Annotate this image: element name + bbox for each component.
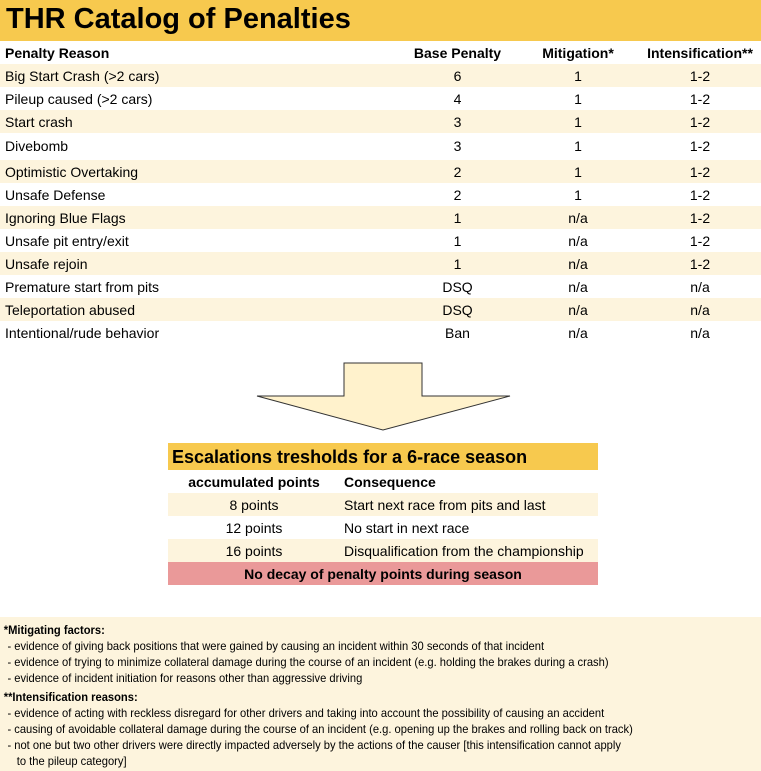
cell-intensification: 1-2 bbox=[689, 68, 711, 84]
cell-mitigation: n/a bbox=[568, 233, 588, 249]
cell-intensification: 1-2 bbox=[689, 233, 711, 249]
cell-intensification: 1-2 bbox=[689, 256, 711, 272]
cell-base: 1 bbox=[453, 233, 462, 249]
cell-reason: Ignoring Blue Flags bbox=[5, 210, 126, 226]
cell-reason: Intentional/rude behavior bbox=[5, 325, 160, 341]
table-row bbox=[0, 298, 761, 321]
table-row bbox=[0, 133, 761, 160]
table-row bbox=[0, 110, 761, 133]
mitigating-item: - evidence of giving back positions that were gained by causing an incident within 30 seconds of that incident bbox=[7, 639, 545, 653]
cell-reason: Optimistic Overtaking bbox=[5, 164, 139, 180]
cell-points: 8 points bbox=[229, 497, 279, 513]
table-row bbox=[0, 87, 761, 110]
intensification-item: - not one but two other drivers were directly impacted adversely by the actions of the causer [this intensification cannot apply bbox=[7, 738, 621, 752]
header-intensification: Intensification** bbox=[647, 45, 753, 61]
cell-reason: Unsafe pit entry/exit bbox=[5, 233, 129, 249]
cell-reason: Teleportation abused bbox=[5, 302, 135, 318]
page-title: THR Catalog of Penalties bbox=[6, 3, 351, 35]
mitigating-factors-heading: *Mitigating factors: bbox=[3, 623, 105, 637]
header-consequence: Consequence bbox=[344, 474, 436, 490]
table-row bbox=[0, 321, 761, 344]
cell-intensification: 1-2 bbox=[689, 187, 711, 203]
cell-reason: Divebomb bbox=[5, 138, 69, 154]
cell-base: 3 bbox=[453, 138, 462, 154]
cell-base: 1 bbox=[453, 210, 462, 226]
cell-base: 6 bbox=[453, 68, 462, 84]
cell-intensification: 1-2 bbox=[689, 114, 711, 130]
cell-reason: Start crash bbox=[5, 114, 73, 130]
intensification-reasons-heading: **Intensification reasons: bbox=[3, 690, 138, 704]
table-row bbox=[0, 183, 761, 206]
cell-reason: Big Start Crash (>2 cars) bbox=[5, 68, 160, 84]
cell-mitigation: 1 bbox=[574, 91, 582, 107]
cell-reason: Premature start from pits bbox=[5, 279, 160, 295]
cell-mitigation: 1 bbox=[574, 138, 582, 154]
cell-mitigation: n/a bbox=[568, 325, 588, 341]
cell-reason: Pileup caused (>2 cars) bbox=[5, 91, 153, 107]
cell-base: DSQ bbox=[442, 302, 473, 318]
down-arrow-icon bbox=[250, 355, 520, 435]
table-row bbox=[0, 206, 761, 229]
intensification-item-continued: to the pileup category] bbox=[16, 754, 127, 768]
cell-intensification: 1-2 bbox=[689, 91, 711, 107]
escalation-row bbox=[168, 516, 598, 539]
cell-mitigation: n/a bbox=[568, 256, 588, 272]
header-accumulated-points: accumulated points bbox=[188, 474, 320, 490]
cell-base: 3 bbox=[453, 114, 462, 130]
cell-base: 2 bbox=[453, 187, 462, 203]
cell-consequence: Disqualification from the championship bbox=[344, 543, 584, 559]
cell-mitigation: n/a bbox=[568, 210, 588, 226]
cell-mitigation: 1 bbox=[574, 187, 582, 203]
cell-intensification: n/a bbox=[690, 302, 710, 318]
cell-mitigation: 1 bbox=[574, 114, 582, 130]
cell-intensification: n/a bbox=[690, 279, 710, 295]
header-penalty-reason: Penalty Reason bbox=[5, 45, 110, 61]
cell-points: 12 points bbox=[225, 520, 283, 536]
header-base-penalty: Base Penalty bbox=[413, 45, 502, 61]
no-decay-text: No decay of penalty points during season bbox=[244, 566, 522, 582]
escalation-row bbox=[168, 493, 598, 516]
escalation-table bbox=[168, 443, 598, 585]
intensification-item: - evidence of acting with reckless disregard for other drivers and taking into account the possibility of causing an accident bbox=[7, 706, 605, 720]
escalation-title: Escalations tresholds for a 6-race season bbox=[168, 443, 598, 470]
cell-intensification: 1-2 bbox=[689, 138, 711, 154]
cell-mitigation: 1 bbox=[574, 164, 582, 180]
table-row bbox=[0, 160, 761, 183]
cell-base: 4 bbox=[453, 91, 462, 107]
table-header-row bbox=[0, 41, 761, 64]
penalty-table bbox=[0, 41, 761, 344]
cell-mitigation: 1 bbox=[574, 68, 582, 84]
cell-reason: Unsafe rejoin bbox=[5, 256, 88, 272]
cell-intensification: n/a bbox=[690, 325, 710, 341]
cell-base: Ban bbox=[445, 325, 470, 341]
cell-consequence: No start in next race bbox=[344, 520, 470, 536]
notes-section bbox=[0, 617, 761, 771]
cell-reason: Unsafe Defense bbox=[5, 187, 106, 203]
no-decay-banner bbox=[168, 562, 598, 585]
mitigating-item: - evidence of incident initiation for reasons other than aggressive driving bbox=[7, 671, 363, 685]
cell-intensification: 1-2 bbox=[689, 210, 711, 226]
cell-points: 16 points bbox=[225, 543, 283, 559]
header-mitigation: Mitigation* bbox=[542, 45, 614, 61]
cell-base: DSQ bbox=[442, 279, 473, 295]
title-bar bbox=[0, 0, 761, 41]
mitigating-item: - evidence of trying to minimize collateral damage during the course of an incident (e.g. holding the brakes during a crash) bbox=[7, 655, 609, 669]
table-row bbox=[0, 229, 761, 252]
cell-base: 1 bbox=[453, 256, 462, 272]
table-row bbox=[0, 64, 761, 87]
cell-mitigation: n/a bbox=[568, 279, 588, 295]
cell-mitigation: n/a bbox=[568, 302, 588, 318]
table-row bbox=[0, 252, 761, 275]
escalation-header-row bbox=[168, 470, 598, 493]
cell-consequence: Start next race from pits and last bbox=[344, 497, 546, 513]
table-row bbox=[0, 275, 761, 298]
cell-base: 2 bbox=[453, 164, 462, 180]
intensification-item: - causing of avoidable collateral damage during the course of an incident (e.g. opening up the brakes and rolling back on track) bbox=[7, 722, 633, 736]
cell-intensification: 1-2 bbox=[689, 164, 711, 180]
escalation-row bbox=[168, 539, 598, 562]
